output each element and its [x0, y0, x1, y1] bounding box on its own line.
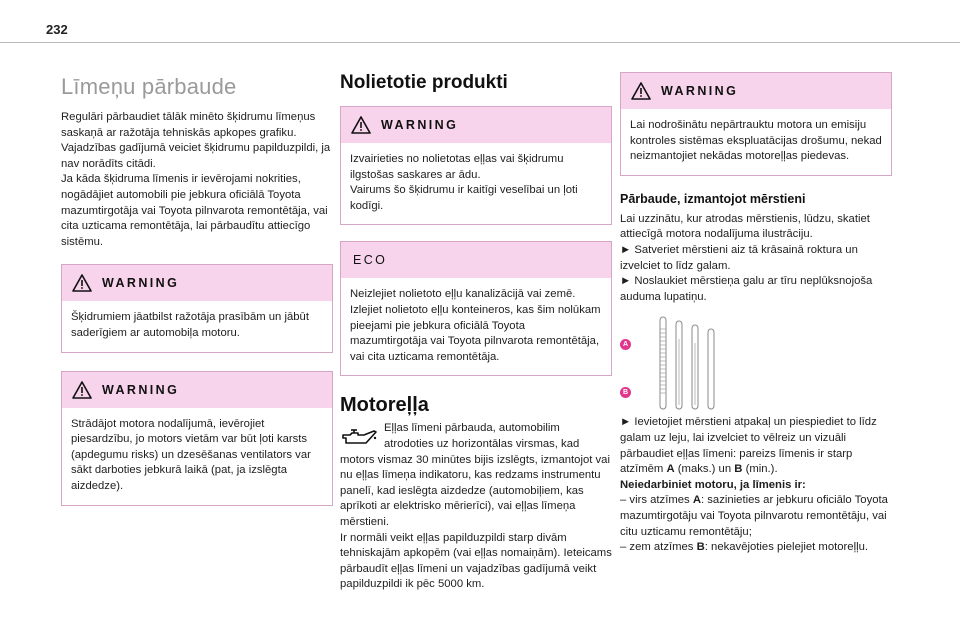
step-3-mid: (maks.) un	[677, 463, 732, 476]
section-title-used-products: Nolietotie produkti	[340, 72, 508, 93]
cond-1-mark: A	[692, 494, 701, 507]
mark-a-ref: A	[666, 463, 675, 476]
column-2	[340, 60, 612, 593]
warning-text: Strādājot motora nodalījumā, ievērojiet piesardzību, jo motors vietām var būt ļoti karsts (apdegumu risks) un dzesēšanas ventilators var sākt darboties jebkurā laikā (pat, ja izslēgta aizdedze).	[71, 417, 311, 492]
cond-2-post: : nekavējoties pielejiet motoreļļu.	[704, 541, 869, 554]
engine-oil-section	[340, 421, 612, 593]
eco-box	[340, 241, 612, 376]
warning-triangle-icon	[631, 82, 651, 100]
warning-header	[621, 73, 891, 109]
cond-1-pre: – virs atzīmes	[620, 494, 690, 507]
warning-box-engine-hot	[61, 371, 333, 506]
warning-header	[341, 107, 611, 143]
section-title-engine-oil: Motoreļļa	[340, 394, 429, 417]
marker-a	[620, 339, 631, 350]
warning-text-2: Vairums šo šķidrumu ir kaitīgi veselībai un ļoti kodīgi.	[350, 184, 578, 212]
warning-header	[62, 265, 332, 301]
intro-paragraph: Regulāri pārbaudiet tālāk minēto šķidrumu līmeņus saskaņā ar ražotāja tehniskās apkopes grafiku. Vajadzības gadījumā veiciet šķidrumu papilduzpildi, ja nav norādīts citādi.	[61, 111, 331, 170]
cond-1-post: : sazinieties ar jebkuru oficiālo Toyota mazumtirgotāju vai Toyota pilnvarotu remontētāju, vai citu uzticamu remontētāju;	[620, 494, 888, 538]
eco-label: ECO	[353, 253, 388, 268]
page-number: 232	[46, 22, 68, 37]
dipstick-step-1: ► Satveriet mērstieni aiz tā krāsainā roktura un izvelciet to līdz galam.	[620, 243, 858, 272]
dipstick-illustration	[620, 315, 892, 411]
column-3	[620, 72, 892, 556]
warning-box-fluids	[61, 264, 333, 352]
condition-above-a	[620, 493, 892, 540]
column-1	[61, 60, 333, 506]
warning-box-skin-contact	[340, 106, 612, 225]
dipstick-location-text: Lai uzzinātu, kur atrodas mērstienis, lūdzu, skatiet attiecīgā motora nodalījuma ilustrāciju.	[620, 212, 870, 241]
marker-a-label: A	[622, 341, 629, 349]
step-3-end: (min.).	[745, 463, 778, 476]
warning-label: WARNING	[102, 382, 180, 397]
engine-oil-text-2: Ir normāli veikt eļļas papilduzpildi starp divām tehniskajām apkopēm (vai eļļas nomaiņām). Ieteicams pārbaudīt eļļas līmeni un vajadzības gadījumā veikt papilduzpildi ik pēc 5000 km.	[340, 531, 612, 591]
warning-label: WARNING	[381, 118, 459, 132]
warning-label: WARNING	[661, 84, 739, 98]
eco-header	[341, 242, 611, 278]
marker-b-label: B	[622, 389, 629, 397]
step-3-text: ► Ievietojiet mērstieni atpakaļ un piespiediet to līdz galam uz leju, lai izvelciet to vēlreiz un vizuāli pārbaudiet eļļas līmeni: pareizs līmenis ir starp atzīmēm	[620, 416, 877, 476]
cond-2-mark: B	[696, 541, 705, 554]
warning-header	[62, 372, 332, 408]
dipstick-graphic	[642, 315, 742, 411]
warning-triangle-icon	[72, 381, 92, 399]
warning-box-additives	[620, 72, 892, 176]
subsection-title-dipstick: Pārbaude, izmantojot mērstieni	[620, 191, 806, 206]
warning-triangle-icon	[72, 274, 92, 292]
header-divider	[0, 42, 960, 43]
do-not-start-heading: Neiedarbiniet motoru, ja līmenis ir:	[620, 478, 806, 491]
marker-b	[620, 387, 631, 398]
warning-text: Izvairieties no nolietotas eļļas vai šķidrumu ilgstošas saskares ar ādu.	[350, 153, 564, 181]
dipstick-step-3	[620, 415, 892, 477]
warning-text: Šķidrumiem jāatbilst ražotāja prasībām un jābūt saderīgiem ar automobiļa motoru.	[71, 311, 309, 339]
mark-b-ref: B	[734, 463, 743, 476]
warning-triangle-icon	[351, 116, 371, 134]
engine-oil-text: Eļļas līmeni pārbauda, automobilim atrodoties uz horizontālas virsmas, kad motors vismaz 30 minūtes bijis izslēgts, izmantojot vai nu eļļas līmeņa indikatoru, kas redzams instrumentu panelī, kad ieslēgta aizdedze (automobiļiem, kas aprīkoti ar elektrisko mērierīci), vai eļļas līmeņa mērstieni.	[340, 422, 610, 528]
cond-2-pre: – zem atzīmes	[620, 541, 694, 554]
condition-below-b	[620, 540, 892, 556]
eco-text-2: Izlejiet nolietoto eļļu konteineros, kas šim nolūkam pieejami pie jebkura oficiālā Toyota mazumtirgotāja vai Toyota pilnvarota remontētāja, vai cita uzticama remontētāja.	[350, 303, 601, 363]
warning-label: WARNING	[102, 276, 180, 291]
warning-text: Lai nodrošinātu nepārtrauktu motora un emisiju kontroles sistēmas ekspluatācijas drošumu, nekad neizmantojiet nekādas motoreļļas piedevas.	[630, 119, 882, 163]
page-title: Līmeņu pārbaude	[61, 74, 237, 99]
eco-text: Neizlejiet nolietoto eļļu kanalizācijā vai zemē.	[350, 288, 576, 301]
oil-can-icon	[340, 427, 378, 449]
intro-paragraph-2: Ja kāda šķidruma līmenis ir ievērojami nokrities, nogādājiet automobili pie jebkura oficiālā Toyota mazumtirgotāja vai Toyota pilnvarota remontētāja, vai cita uzticama remontētāja, lai pārbaudītu attiecīgo sistēmu.	[61, 173, 328, 248]
dipstick-step-2: ► Noslaukiet mērstieņa galu ar tīru neplūksnojoša auduma lupatiņu.	[620, 275, 873, 303]
